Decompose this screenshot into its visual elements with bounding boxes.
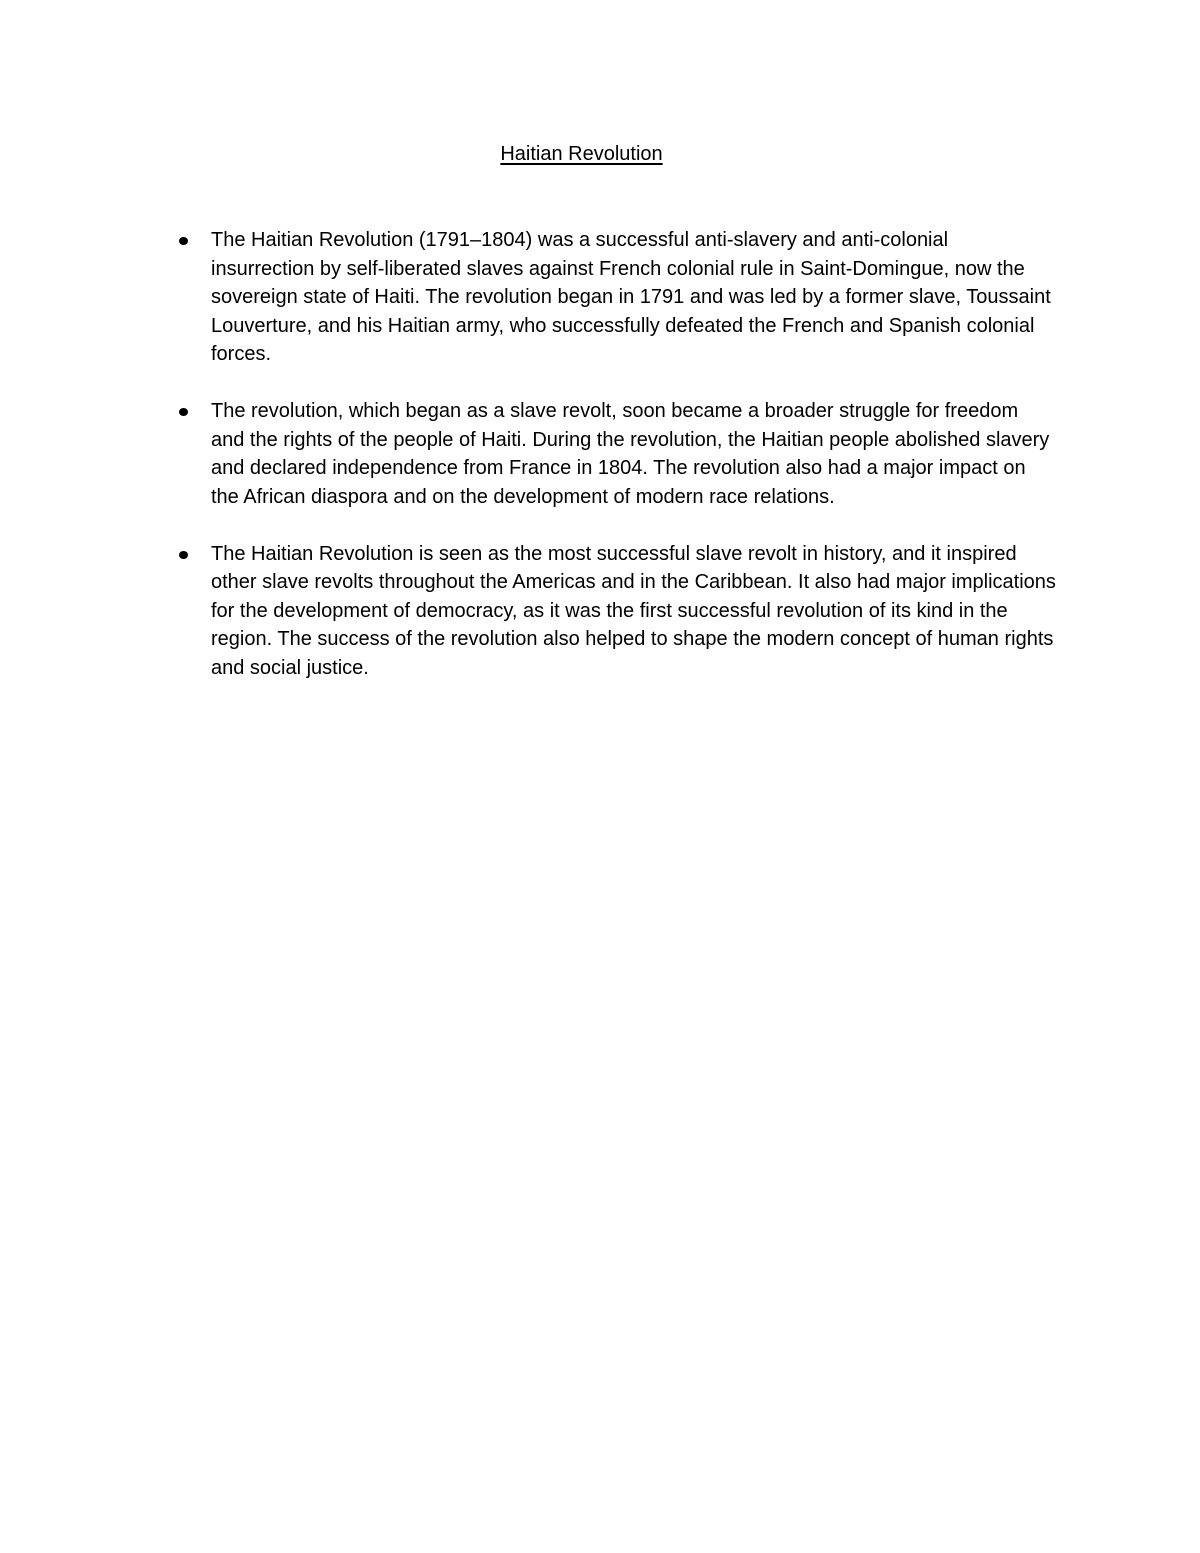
bullet-dot-icon [179,237,188,245]
bullet-dot-icon [179,551,188,559]
bullet-text: The Haitian Revolution is seen as the most successful slave revolt in history, and it inspired other slave revolts throughout the Americas and in the Caribbean. It also had major implications for the development of democracy, as it was the first successful revolution of its kind in the region. The success of the revolution also helped to shape the modern concept of human rights and social justice. [211,542,1056,679]
bullet-item [0,540,1056,683]
bullet-dot-icon [179,408,188,416]
bullet-text: The Haitian Revolution (1791–1804) was a successful anti-slavery and anti-colonial insurrection by self-liberated slaves against French colonial rule in Saint-Domingue, now the sovereign state of Haiti. The revolution began in 1791 and was led by a former slave, Toussaint Louverture, and his Haitian army, who successfully defeated the French and Spanish colonial forces. [211,229,1051,365]
bullet-item [0,397,1056,511]
bullet-list [0,226,1200,711]
bullet-text: The revolution, which began as a slave revolt, soon became a broader struggle for freedom and the rights of the people of Haiti. During the revolution, the Haitian people abolished slavery and declared independence from France in 1804. The revolution also had a major impact on the African diaspora and on the development of modern race relations. [211,400,1050,508]
bullet-item [0,226,1056,369]
document-title: Haitian Revolution [500,143,663,165]
